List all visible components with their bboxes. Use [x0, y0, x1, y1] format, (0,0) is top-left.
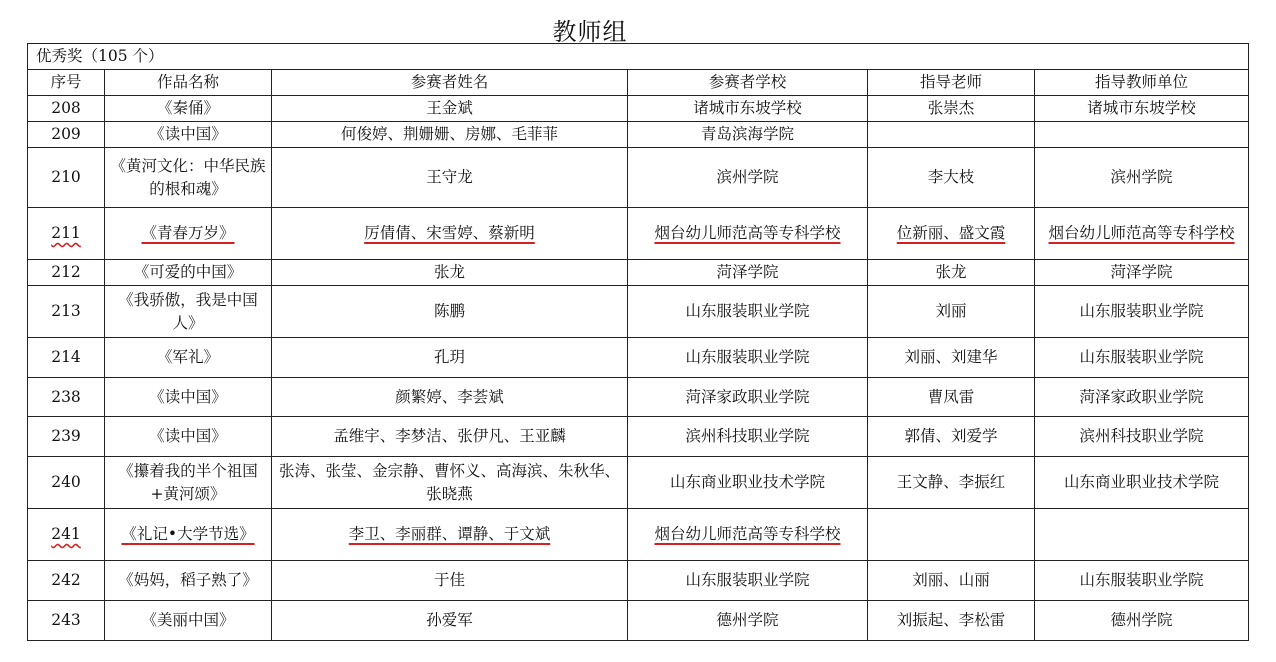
participant-school-cell: 诸城市东坡学校: [628, 96, 868, 122]
advisor-cell: 郭倩、刘爱学: [868, 417, 1035, 457]
header-cell: 作品名称: [105, 70, 272, 96]
work-title-cell: 《读中国》: [105, 378, 272, 417]
participants-cell: 于佳: [272, 561, 628, 601]
advisor-unit-cell: 山东服装职业学院: [1035, 286, 1249, 338]
work-title-cell: [105, 509, 272, 561]
work-title-cell: 《黄河文化：中华民族的根和魂》: [105, 148, 272, 208]
advisor-unit-cell: 山东商业职业技术学院: [1035, 457, 1249, 509]
marked-text: 烟台幼儿师范高等专科学校: [654, 525, 841, 543]
header-cell: 指导老师: [868, 70, 1035, 96]
serial-cell: 214: [28, 338, 105, 378]
serial-cell: 243: [28, 601, 105, 641]
header-cell: 参赛者学校: [628, 70, 868, 96]
advisor-unit-cell: 滨州科技职业学院: [1035, 417, 1249, 457]
table-row: [28, 601, 1249, 641]
table-row: [28, 208, 1249, 260]
advisor-unit-cell: 滨州学院: [1035, 148, 1249, 208]
serial-cell: 209: [28, 122, 105, 148]
advisor-cell: [868, 509, 1035, 561]
marked-text: 211: [51, 224, 81, 242]
work-title-cell: 《我骄傲，我是中国人》: [105, 286, 272, 338]
advisor-unit-cell: 山东服装职业学院: [1035, 338, 1249, 378]
table-row: [28, 378, 1249, 417]
participant-school-cell: 山东服装职业学院: [628, 561, 868, 601]
work-title-cell: 《秦俑》: [105, 96, 272, 122]
advisor-cell: 张崇杰: [868, 96, 1035, 122]
work-title-cell: 《读中国》: [105, 122, 272, 148]
header-cell: 参赛者姓名: [272, 70, 628, 96]
advisor-unit-cell: 德州学院: [1035, 601, 1249, 641]
serial-cell: 208: [28, 96, 105, 122]
advisor-unit-cell: [1035, 208, 1249, 260]
work-title-cell: 《美丽中国》: [105, 601, 272, 641]
work-title-cell: [105, 208, 272, 260]
serial-cell: 210: [28, 148, 105, 208]
table-row: [28, 561, 1249, 601]
table-row: [28, 260, 1249, 286]
advisor-cell: 刘丽: [868, 286, 1035, 338]
participants-cell: 孟维宇、李梦洁、张伊凡、王亚麟: [272, 417, 628, 457]
marked-text: 烟台幼儿师范高等专科学校: [1048, 224, 1235, 242]
participant-school-cell: [628, 509, 868, 561]
page-title: 教师组: [552, 18, 628, 46]
table-row: [28, 122, 1249, 148]
marked-text: 《青春万岁》: [141, 224, 235, 242]
serial-cell: [28, 208, 105, 260]
header-cell: 指导教师单位: [1035, 70, 1249, 96]
serial-cell: 238: [28, 378, 105, 417]
table-row: [28, 457, 1249, 509]
work-title-cell: 《读中国》: [105, 417, 272, 457]
table-row: [28, 417, 1249, 457]
advisor-cell: 刘振起、李松雷: [868, 601, 1035, 641]
work-title-cell: 《妈妈，稻子熟了》: [105, 561, 272, 601]
table-header-row: [28, 70, 1249, 96]
table-row: [28, 96, 1249, 122]
award-category-row: [28, 44, 1249, 70]
participants-cell: [272, 208, 628, 260]
participant-school-cell: 菏泽家政职业学院: [628, 378, 868, 417]
participant-school-cell: 德州学院: [628, 601, 868, 641]
participant-school-cell: 菏泽学院: [628, 260, 868, 286]
participants-cell: 王金斌: [272, 96, 628, 122]
advisor-cell: 李大枝: [868, 148, 1035, 208]
work-title-cell: 《攥着我的半个祖国+黄河颂》: [105, 457, 272, 509]
serial-cell: 240: [28, 457, 105, 509]
serial-cell: 239: [28, 417, 105, 457]
participants-cell: 颜繁婷、李荟斌: [272, 378, 628, 417]
participant-school-cell: 山东服装职业学院: [628, 286, 868, 338]
marked-text: 《礼记•大学节选》: [121, 525, 255, 543]
marked-text: 241: [51, 525, 81, 543]
table-row: [28, 286, 1249, 338]
advisor-unit-cell: 菏泽学院: [1035, 260, 1249, 286]
participant-school-cell: 滨州学院: [628, 148, 868, 208]
participant-school-cell: 滨州科技职业学院: [628, 417, 868, 457]
serial-cell: 242: [28, 561, 105, 601]
participants-cell: 何俊婷、荆姗姗、房娜、毛菲菲: [272, 122, 628, 148]
header-cell: 序号: [28, 70, 105, 96]
participants-cell: 张涛、张莹、金宗静、曹怀义、高海滨、朱秋华、张晓燕: [272, 457, 628, 509]
advisor-cell: [868, 122, 1035, 148]
advisor-cell: 王文静、李振红: [868, 457, 1035, 509]
marked-text: 李卫、李丽群、谭静、于文斌: [348, 525, 551, 543]
participant-school-cell: 山东商业职业技术学院: [628, 457, 868, 509]
serial-cell: 213: [28, 286, 105, 338]
advisor-cell: [868, 208, 1035, 260]
marked-text: 厉倩倩、宋雪婷、蔡新明: [364, 224, 535, 242]
serial-cell: [28, 509, 105, 561]
work-title-cell: 《军礼》: [105, 338, 272, 378]
advisor-unit-cell: 诸城市东坡学校: [1035, 96, 1249, 122]
marked-text: 位新丽、盛文霞: [896, 224, 1006, 242]
advisor-unit-cell: 山东服装职业学院: [1035, 561, 1249, 601]
advisor-unit-cell: 菏泽家政职业学院: [1035, 378, 1249, 417]
participants-cell: [272, 509, 628, 561]
serial-cell: 212: [28, 260, 105, 286]
advisor-cell: 刘丽、刘建华: [868, 338, 1035, 378]
advisor-unit-cell: [1035, 122, 1249, 148]
participant-school-cell: [628, 208, 868, 260]
advisor-cell: 张龙: [868, 260, 1035, 286]
advisor-cell: 刘丽、山丽: [868, 561, 1035, 601]
table-row: [28, 509, 1249, 561]
work-title-cell: 《可爱的中国》: [105, 260, 272, 286]
award-category: 优秀奖（105 个）: [28, 44, 1249, 70]
awards-table: [27, 43, 1249, 641]
advisor-cell: 曹凤雷: [868, 378, 1035, 417]
marked-text: 烟台幼儿师范高等专科学校: [654, 224, 841, 242]
participants-cell: 王守龙: [272, 148, 628, 208]
participant-school-cell: 山东服装职业学院: [628, 338, 868, 378]
participant-school-cell: 青岛滨海学院: [628, 122, 868, 148]
participants-cell: 孙爱军: [272, 601, 628, 641]
advisor-unit-cell: [1035, 509, 1249, 561]
table-row: [28, 148, 1249, 208]
table-row: [28, 338, 1249, 378]
participants-cell: 张龙: [272, 260, 628, 286]
participants-cell: 陈鹏: [272, 286, 628, 338]
participants-cell: 孔玥: [272, 338, 628, 378]
